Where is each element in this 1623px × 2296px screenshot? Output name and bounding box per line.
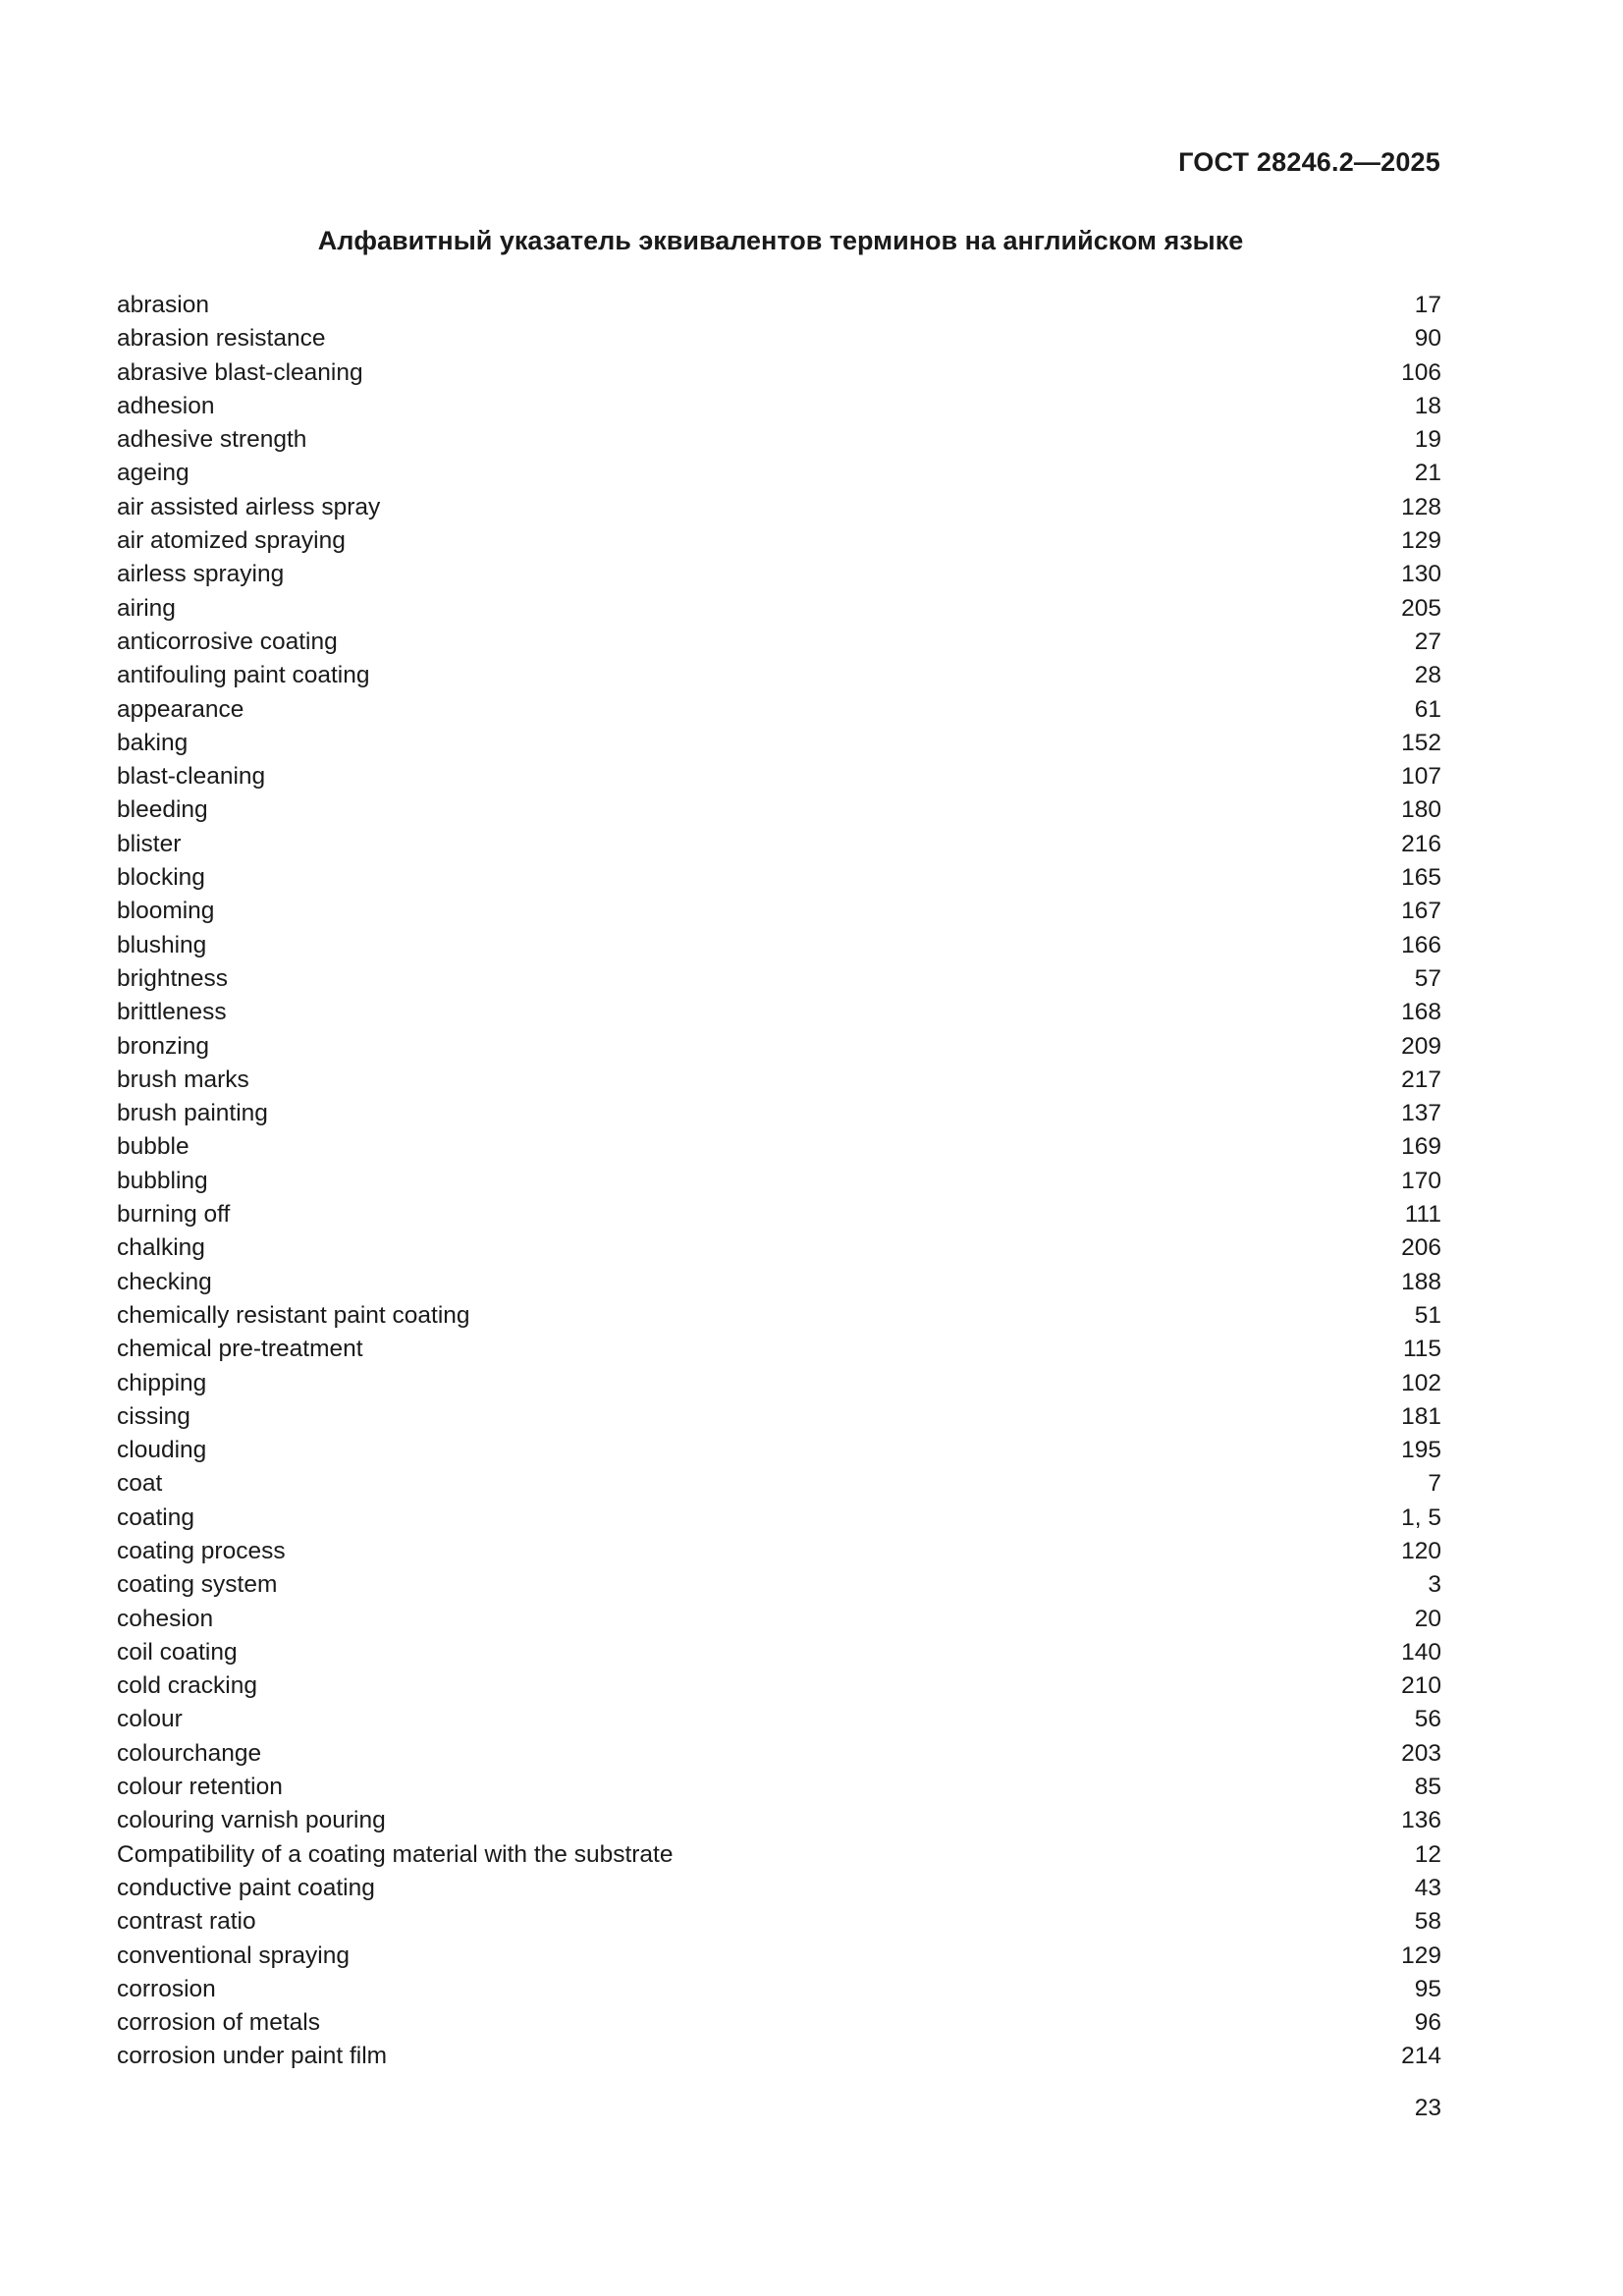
index-entry [117, 861, 1441, 895]
index-entry [117, 2006, 1441, 2040]
index-term: chemical pre-treatment [117, 1336, 363, 1363]
index-reference: 7 [1428, 1470, 1441, 1498]
index-term: burning off [117, 1201, 231, 1229]
index-term: coating system [117, 1571, 278, 1599]
index-entry [117, 1231, 1441, 1265]
index-title: Алфавитный указатель эквивалентов терминов на английском языке [317, 226, 1244, 255]
term-index-list [117, 289, 1441, 2074]
index-term: Compatibility of a coating material with the substrate [117, 1840, 674, 1868]
index-term: anticorrosive coating [117, 628, 338, 655]
index-entry [117, 1771, 1441, 1804]
index-reference: 56 [1414, 1706, 1441, 1733]
index-entry [117, 1165, 1441, 1198]
index-entry [117, 1905, 1441, 1939]
index-entry [117, 491, 1441, 524]
index-term: airless spraying [117, 561, 285, 588]
index-reference: 18 [1414, 392, 1441, 419]
index-term: chalking [117, 1234, 205, 1262]
index-reference: 20 [1414, 1605, 1441, 1632]
index-term: airing [117, 594, 176, 622]
index-reference: 217 [1401, 1066, 1441, 1093]
index-term: bubbling [117, 1167, 208, 1194]
index-entry [117, 962, 1441, 996]
index-term: chemically resistant paint coating [117, 1301, 470, 1329]
index-term: conventional spraying [117, 1941, 350, 1969]
index-entry [117, 1266, 1441, 1299]
index-term: chipping [117, 1369, 207, 1396]
index-entry [117, 1097, 1441, 1130]
index-entry [117, 592, 1441, 626]
index-reference: 152 [1401, 729, 1441, 756]
index-reference: 137 [1401, 1100, 1441, 1127]
index-term: blushing [117, 931, 207, 958]
index-entry [117, 828, 1441, 861]
index-entry [117, 1467, 1441, 1501]
index-entry [117, 895, 1441, 928]
index-entry [117, 1872, 1441, 1905]
index-reference: 102 [1401, 1369, 1441, 1396]
index-reference: 90 [1414, 325, 1441, 353]
index-term: colouring varnish pouring [117, 1807, 386, 1834]
index-entry [117, 289, 1441, 322]
index-entry [117, 1838, 1441, 1872]
index-term: cissing [117, 1402, 190, 1430]
index-reference: 210 [1401, 1672, 1441, 1700]
index-reference: 168 [1401, 999, 1441, 1026]
index-entry [117, 1030, 1441, 1064]
index-entry [117, 2040, 1441, 2073]
index-term: brush marks [117, 1066, 249, 1093]
index-entry [117, 1367, 1441, 1400]
index-reference: 203 [1401, 1739, 1441, 1767]
index-reference: 111 [1404, 1201, 1441, 1229]
index-reference: 195 [1401, 1437, 1441, 1464]
index-reference: 85 [1414, 1774, 1441, 1801]
index-entry [117, 1636, 1441, 1669]
index-entry [117, 1703, 1441, 1736]
index-term: cohesion [117, 1605, 214, 1632]
index-reference: 57 [1414, 964, 1441, 992]
index-reference: 206 [1401, 1234, 1441, 1262]
index-term: adhesion [117, 392, 215, 419]
index-term: colourchange [117, 1739, 262, 1767]
index-entry [117, 524, 1441, 558]
index-term: bubble [117, 1133, 189, 1161]
index-term: conductive paint coating [117, 1874, 375, 1901]
index-term: colour retention [117, 1774, 283, 1801]
index-term: brightness [117, 964, 229, 992]
index-reference: 95 [1414, 1975, 1441, 2002]
index-term: antifouling paint coating [117, 662, 370, 689]
index-reference: 140 [1401, 1638, 1441, 1666]
index-term: appearance [117, 695, 244, 723]
index-reference: 169 [1401, 1133, 1441, 1161]
index-entry [117, 1502, 1441, 1535]
index-term: blast-cleaning [117, 763, 266, 791]
index-entry [117, 760, 1441, 793]
index-term: cold cracking [117, 1672, 257, 1700]
index-entry [117, 996, 1441, 1029]
index-entry [117, 1400, 1441, 1434]
index-term: checking [117, 1268, 212, 1295]
index-reference: 166 [1401, 931, 1441, 958]
index-reference: 19 [1414, 426, 1441, 454]
index-entry [117, 1568, 1441, 1602]
index-reference: 209 [1401, 1032, 1441, 1060]
index-reference: 12 [1414, 1840, 1441, 1868]
index-reference: 21 [1414, 460, 1441, 487]
index-term: coating [117, 1503, 195, 1531]
index-reference: 128 [1401, 493, 1441, 520]
index-term: brittleness [117, 999, 227, 1026]
index-reference: 188 [1401, 1268, 1441, 1295]
index-term: air atomized spraying [117, 527, 346, 555]
index-entry [117, 356, 1441, 390]
index-entry [117, 1299, 1441, 1333]
index-reference: 1, 5 [1401, 1503, 1441, 1531]
index-entry [117, 322, 1441, 355]
index-reference: 58 [1414, 1908, 1441, 1936]
index-term: air assisted airless spray [117, 493, 381, 520]
index-entry [117, 457, 1441, 490]
document-code: ГОСТ 28246.2—2025 [1178, 147, 1440, 177]
index-reference: 130 [1401, 561, 1441, 588]
index-term: coating process [117, 1537, 286, 1564]
index-entry [117, 1535, 1441, 1568]
index-term: blooming [117, 898, 215, 925]
index-reference: 96 [1414, 2009, 1441, 2037]
index-reference: 17 [1414, 292, 1441, 318]
index-entry [117, 423, 1441, 457]
index-term: adhesive strength [117, 426, 307, 454]
index-entry [117, 1130, 1441, 1164]
index-reference: 43 [1414, 1874, 1441, 1901]
index-reference: 214 [1401, 2043, 1441, 2070]
index-entry [117, 659, 1441, 692]
index-reference: 181 [1401, 1402, 1441, 1430]
index-term: coat [117, 1470, 163, 1498]
index-entry [117, 793, 1441, 827]
index-reference: 170 [1401, 1167, 1441, 1194]
index-reference: 28 [1414, 662, 1441, 689]
index-entry [117, 390, 1441, 423]
index-term: abrasion [117, 292, 209, 318]
index-entry [117, 1940, 1441, 1973]
index-entry [117, 1064, 1441, 1097]
index-term: blister [117, 830, 182, 857]
index-entry [117, 1973, 1441, 2006]
index-reference: 3 [1428, 1571, 1441, 1599]
index-reference: 61 [1414, 695, 1441, 723]
index-entry [117, 1333, 1441, 1366]
index-term: coil coating [117, 1638, 238, 1666]
index-term: abrasion resistance [117, 325, 326, 353]
index-reference: 165 [1401, 864, 1441, 892]
index-reference: 205 [1401, 594, 1441, 622]
index-term: corrosion of metals [117, 2009, 320, 2037]
index-entry [117, 929, 1441, 962]
index-entry [117, 727, 1441, 760]
page-number: 23 [1414, 2095, 1441, 2121]
index-reference: 107 [1401, 763, 1441, 791]
index-entry [117, 1434, 1441, 1467]
index-term: ageing [117, 460, 189, 487]
index-reference: 129 [1401, 527, 1441, 555]
index-term: baking [117, 729, 189, 756]
index-entry [117, 1603, 1441, 1636]
index-term: clouding [117, 1437, 207, 1464]
index-term: bleeding [117, 796, 208, 824]
index-reference: 216 [1401, 830, 1441, 857]
index-term: bronzing [117, 1032, 209, 1060]
index-term: corrosion [117, 1975, 216, 2002]
index-term: abrasive blast-cleaning [117, 358, 363, 386]
index-entry [117, 1669, 1441, 1703]
index-reference: 120 [1401, 1537, 1441, 1564]
index-reference: 167 [1401, 898, 1441, 925]
index-reference: 129 [1401, 1941, 1441, 1969]
index-reference: 51 [1414, 1301, 1441, 1329]
index-entry [117, 693, 1441, 727]
index-entry [117, 1737, 1441, 1771]
index-entry [117, 1198, 1441, 1231]
index-entry [117, 626, 1441, 659]
index-reference: 27 [1414, 628, 1441, 655]
index-reference: 115 [1402, 1336, 1441, 1363]
index-term: contrast ratio [117, 1908, 256, 1936]
index-term: colour [117, 1706, 183, 1733]
index-entry [117, 1804, 1441, 1837]
index-term: corrosion under paint film [117, 2043, 388, 2070]
index-term: brush painting [117, 1100, 268, 1127]
index-reference: 106 [1401, 358, 1441, 386]
index-reference: 180 [1401, 796, 1441, 824]
index-entry [117, 558, 1441, 591]
index-reference: 136 [1401, 1807, 1441, 1834]
index-term: blocking [117, 864, 205, 892]
